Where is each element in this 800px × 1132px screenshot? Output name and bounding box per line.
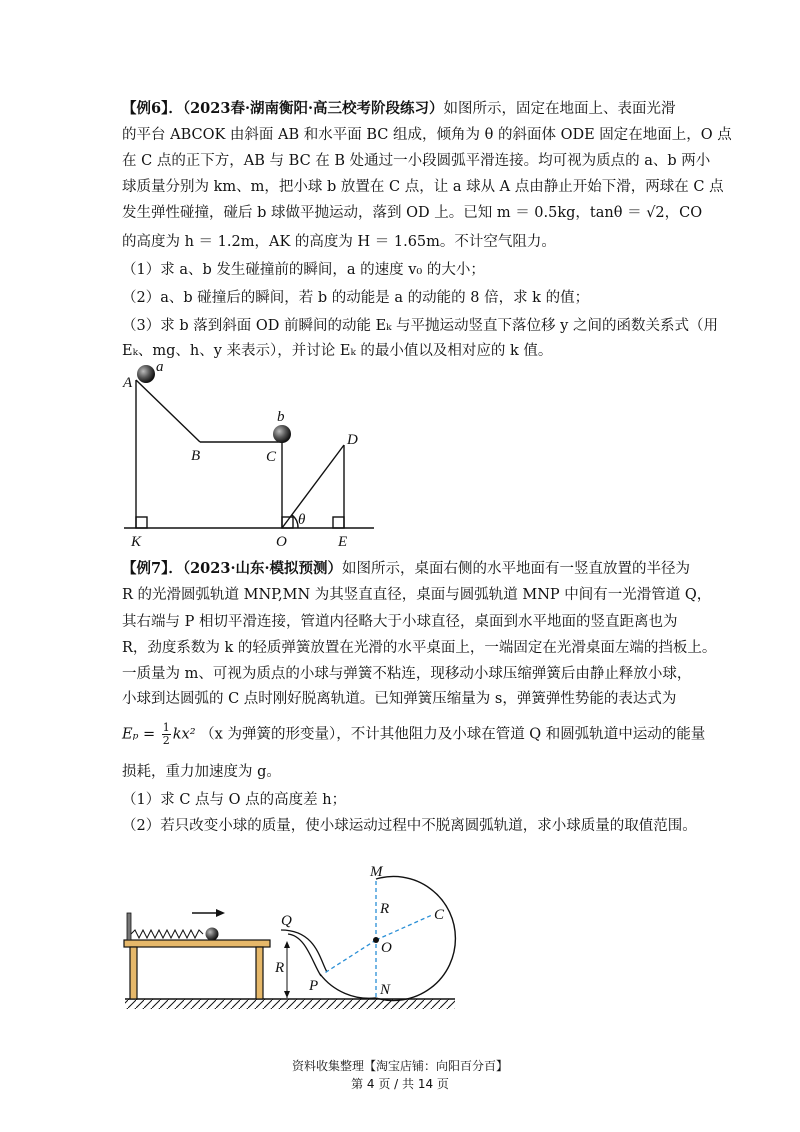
ex7-height-arrow-bottom [284, 991, 290, 998]
ex6-label-theta: θ [298, 512, 306, 528]
ex7-label-Q: Q [281, 913, 292, 929]
ex7-line-5: 小球到达圆弧的 C 点时刚好脱离轨道。已知弹簧压缩量为 s，弹簧弹性势能的表达式为 [122, 691, 677, 707]
ex7-line-1: R 的光滑圆弧轨道 MNP,MN 为其竖直直径，桌面与圆弧轨道 MNP 中间有一光滑管道 Q， [122, 587, 712, 603]
ex7-label-N: N [380, 982, 391, 998]
ex6-line-1: 的平台 ABCOK 由斜面 AB 和水平面 BC 组成，倾角为 θ 的斜面体 ODE 固定在地面上，O 点 [122, 127, 732, 143]
ex7-formula-lhs: Eₚ = [122, 726, 156, 743]
ex7-arc-bottom [320, 974, 376, 998]
ex7-label-M: M [370, 864, 383, 880]
ex7-question-2: （2）若只改变小球的质量，使小球运动过程中不脱离圆弧轨道，求小球质量的取值范围。 [122, 818, 697, 834]
ex7-formula-den: 2 [162, 734, 170, 747]
ex6-label-O: O [276, 534, 287, 550]
ex6-label-B: B [191, 448, 201, 464]
ex7-line-0-text: 如图所示，桌面右侧的水平地面有一竖直放置的半径为 [342, 561, 691, 577]
ex6-label-D: D [347, 432, 358, 448]
ex6-question-2: （2）a、b 碰撞后的瞬间，若 b 的动能是 a 的动能的 8 倍，求 k 的值； [122, 290, 590, 306]
ex6-line-5: 的高度为 h ＝ 1.2m，AK 的高度为 H ＝ 1.65m。不计空气阻力。 [122, 234, 556, 250]
ex7-label-O: O [381, 940, 392, 956]
ex7-pipe-inner [288, 934, 321, 976]
ex7-table-top [124, 940, 270, 947]
ex6-line-2: 在 C 点的正下方，AB 与 BC 在 B 处通过一小段圆弧平滑连接。均可视为质点的 a、b 两小 [122, 153, 711, 169]
ex6-label-K: K [131, 534, 142, 550]
ex7-table-leg-right [256, 947, 263, 999]
ex7-label-R2: R [275, 960, 285, 976]
footer-source: 资料收集整理【淘宝店铺：向阳百分百】 [291, 1059, 508, 1073]
ex7-ball [206, 928, 219, 941]
ex6-line-0-text: 如图所示，固定在地面上、表面光滑 [443, 101, 676, 117]
ex7-line-4: 一质量为 m、可视为质点的小球与弹簧不粘连，现移动小球压缩弹簧后由静止释放小球， [122, 666, 692, 682]
ex7-tag: 【例7】．（2023·山东·模拟预测） [122, 560, 343, 577]
ex6-line-4: 发生弹性碰撞，碰后 b 球做平抛运动，落到 OD 上。已知 m ＝ 0.5kg，tanθ ＝ √2，CO [122, 205, 703, 221]
ex7-label-R1: R [380, 901, 390, 917]
ex6-question-1: （1）求 a、b 发生碰撞前的瞬间，a 的速度 v₀ 的大小； [122, 262, 485, 278]
ex7-line-3: R，劲度系数为 k 的轻质弹簧放置在光滑的水平桌面上，一端固定在光滑桌面左端的挡板上。 [122, 640, 717, 656]
ex6-tag: 【例6】．（2023春·湖南衡阳·高三校考阶段练习） [122, 100, 444, 117]
ex7-arrow-head [216, 909, 225, 917]
ex7-height-arrow-top [284, 941, 290, 948]
ex6-question-3-cont: Eₖ、mg、h、y 来表示），并讨论 Eₖ 的最小值以及相对应的 k 值。 [122, 343, 553, 359]
ex7-formula-rest: （x 为弹簧的形变量），不计其他阻力及小球在管道 Q 和圆弧轨道中运动的能量 [200, 726, 706, 743]
ex7-center-dot [373, 937, 379, 943]
ex7-label-P: P [309, 978, 319, 994]
ex7-radius-OC [376, 915, 432, 940]
footer-page-number: 第 4 页 / 共 14 页 [351, 1077, 449, 1091]
ex6-line-3: 球质量分别为 km、m，把小球 b 放置在 C 点，让 a 球从 A 点由静止开始下滑，两球在 C 点 [122, 179, 724, 195]
ex7-radius-OP [323, 940, 376, 974]
ex7-label-C: C [434, 907, 445, 923]
ex7-baffle [127, 913, 131, 940]
ex6-label-E: E [338, 534, 348, 550]
ex6-label-a: a [156, 359, 164, 375]
ex6-label-b: b [277, 409, 285, 425]
ex7-line-2: 其右端与 P 相切平滑连接，管道内径略大于小球直径，桌面到水平地面的竖直距离也为 [122, 614, 678, 630]
ex7-table-leg-left [130, 947, 137, 999]
ex7-line-after: 损耗，重力加速度为 g。 [122, 764, 281, 780]
ex7-spring [131, 930, 203, 938]
ex7-question-1: （1）求 C 点与 O 点的高度差 h； [122, 792, 347, 808]
ex7-ground-hatch [125, 999, 455, 1009]
ex6-label-A: A [123, 375, 133, 391]
ex6-question-3: （3）求 b 落到斜面 OD 前瞬间的动能 Eₖ 与平抛运动竖直下落位移 y 之间的函数关系式（用 [122, 318, 718, 334]
ex7-formula-tail: kx² [172, 726, 196, 743]
ex7-formula-num: 1 [162, 721, 170, 734]
ex6-label-C: C [266, 449, 277, 465]
ex7-pipe-outer [281, 930, 327, 972]
